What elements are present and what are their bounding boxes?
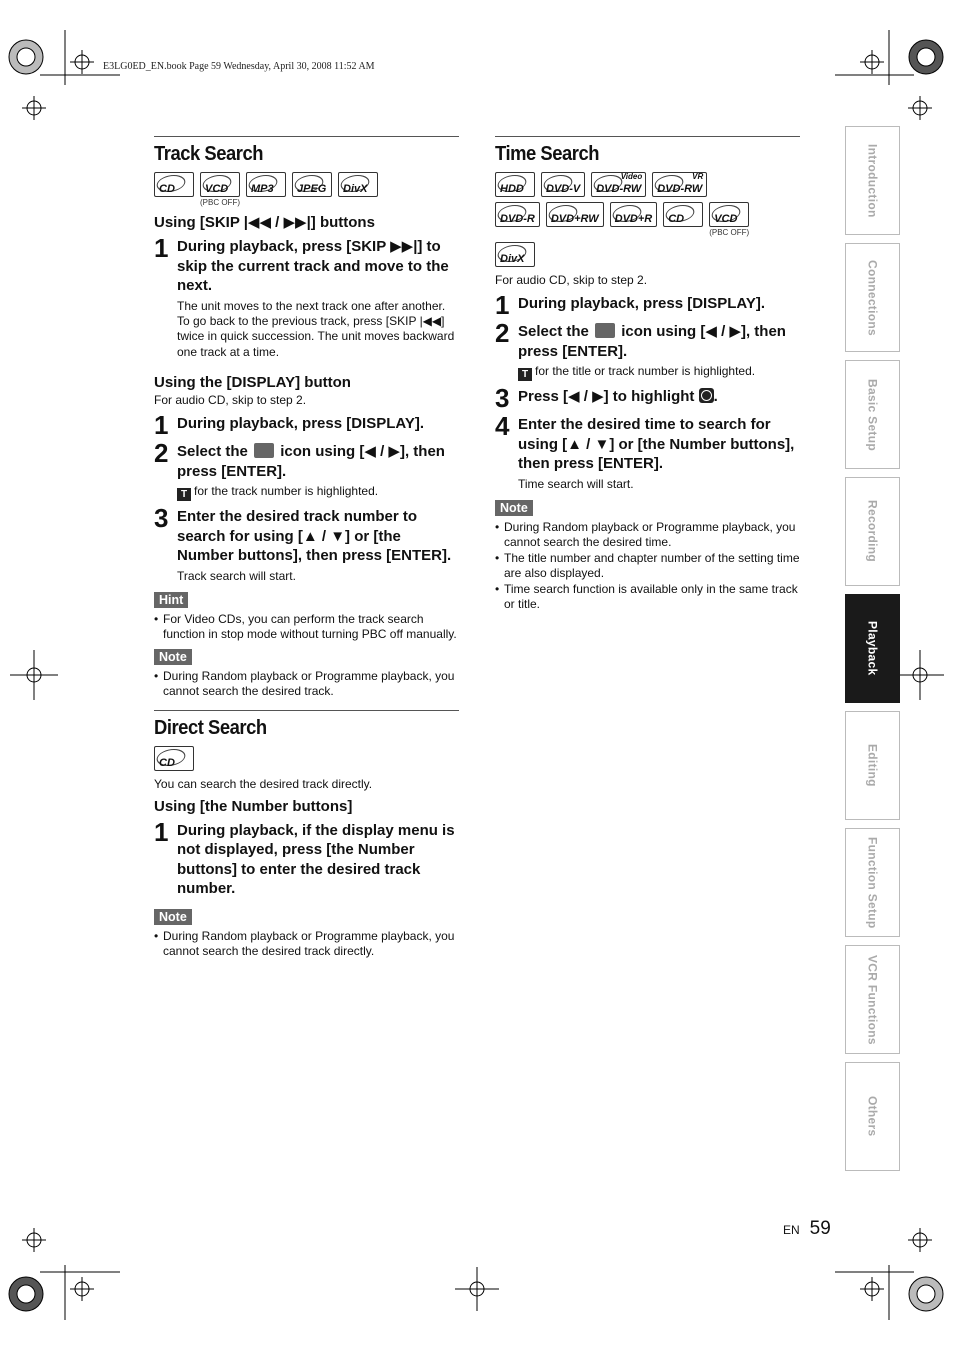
time-step-1: 1 During playback, press [DISPLAY].: [495, 290, 766, 320]
tab-recording[interactable]: Recording: [845, 477, 900, 586]
page-number: [783, 1218, 831, 1240]
language-code: EN: [783, 1223, 800, 1237]
number-buttons-heading: Using [the Number buttons]: [154, 797, 353, 815]
tab-basic-setup[interactable]: Basic Setup: [845, 360, 900, 469]
skip-step-1: 1 During playback, press [SKIP ▶▶|] to skip the current track and move to the next.: [154, 233, 449, 294]
disc-icon-mp3: MP3: [246, 172, 286, 207]
display-audio-note: For audio CD, skip to step 2.: [154, 393, 307, 408]
disc-icon-jpeg: JPEG: [292, 172, 332, 207]
display-step-1: 1 During playback, press [DISPLAY].: [154, 410, 425, 441]
disc-icon-dvd-v: DVD-V: [541, 172, 585, 197]
tab-introduction[interactable]: Introduction: [845, 126, 900, 235]
disc-icon-dvd-plus-r: DVD+R: [610, 202, 658, 237]
track-search-icon: [595, 323, 615, 338]
section-rule: [154, 136, 459, 137]
track-search-disc-icons: [154, 172, 459, 207]
tab-editing[interactable]: Editing: [845, 711, 900, 820]
disc-icon-dvd-plus-rw: DVD+RW: [546, 202, 604, 237]
time-step-4: 4 Enter the desired time to search for using [▲ / ▼] or [the Number buttons], then press [ENTER].: [495, 411, 795, 472]
disc-icon-cd: CD: [663, 202, 703, 237]
disc-icon-divx: DivX: [338, 172, 378, 207]
time-step-4-body: Time search will start.: [518, 476, 634, 491]
direct-search-disc-icons: [154, 746, 459, 771]
note-list: • During Random playback or Programme playback, you cannot search the desired track.: [154, 669, 459, 700]
display-step-2: 2 Select the icon using [◀ / ▶], then press [ENTER].: [154, 438, 445, 480]
time-audio-note: For audio CD, skip to step 2.: [495, 273, 648, 287]
tab-others[interactable]: Others: [845, 1062, 900, 1171]
note-item: • Time search function is available only in the same track or title.: [504, 582, 800, 613]
t-icon: T: [177, 488, 191, 501]
skip-heading: Using [SKIP |◀◀ / ▶▶|] buttons: [154, 214, 375, 231]
disc-icon-vcd: VCD (PBC OFF): [200, 172, 240, 207]
disc-icon-hdd: HDD: [495, 172, 535, 197]
disc-icon-divx: DivX: [495, 242, 535, 267]
chapter-tabs: [845, 126, 900, 1179]
right-column: [495, 136, 800, 612]
page-number-value: 59: [809, 1218, 831, 1239]
tab-function-setup[interactable]: Function Setup: [845, 828, 900, 937]
note-item: • The title number and chapter number of the setting time are also displayed.: [504, 551, 800, 582]
direct-intro: You can search the desired track directly.: [154, 776, 373, 791]
display-step-3-body: Track search will start.: [177, 568, 296, 583]
t-icon: T: [518, 368, 532, 381]
display-step-2-body: T for the track number is highlighted.: [177, 484, 459, 501]
disc-icon-dvd-rw-vr: VR DVD-RW: [652, 172, 707, 197]
section-rule: [154, 710, 459, 711]
section-rule: [495, 136, 800, 137]
track-search-title: Track Search: [154, 143, 264, 165]
display-step-3: 3 Enter the desired track number to search for using [▲ / ▼] or [the Number buttons], then press [ENTER].: [154, 503, 452, 565]
tab-connections[interactable]: Connections: [845, 243, 900, 352]
disc-icon-dvd-r: DVD-R: [495, 202, 540, 237]
disc-icon-cd: CD: [154, 172, 194, 207]
hint-badge: Hint: [154, 592, 188, 608]
time-search-disc-icons: [495, 172, 757, 267]
direct-step-1: 1 During playback, if the display menu is not displayed, press [the Number buttons] to enter the desired track number.: [154, 816, 455, 898]
display-heading: Using the [DISPLAY] button: [154, 374, 351, 392]
hint-list: • For Video CDs, you can perform the track search function in stop mode without turning PBC off manually.: [154, 612, 459, 643]
note-badge: Note: [154, 649, 192, 665]
time-step-3: 3 Press [◀ / ▶] to highlight .: [495, 383, 718, 413]
note-list: [495, 520, 800, 612]
time-search-title: Time Search: [495, 143, 600, 165]
tab-vcr-functions[interactable]: VCR Functions: [845, 945, 900, 1054]
note-list: • During Random playback or Programme playback, you cannot search the desired track directly.: [154, 929, 459, 960]
time-step-2-body: T for the title or track number is highlighted.: [518, 364, 800, 381]
time-step-2: 2 Select the icon using [◀ / ▶], then press [ENTER].: [495, 318, 786, 360]
skip-step-1-body: The unit moves to the next track one after another. To go back to the previous track, press [SKIP |◀◀] twice in quick succession. The unit moves backward one track at a time.: [177, 298, 455, 359]
left-column: [154, 136, 459, 959]
file-header: E3LG0ED_EN.book Page 59 Wednesday, April 30, 2008 11:52 AM: [103, 61, 375, 72]
track-search-icon: [254, 443, 274, 458]
clock-icon: [699, 388, 714, 403]
note-badge: Note: [154, 909, 192, 925]
disc-icon-dvd-rw-video: Video DVD-RW: [591, 172, 646, 197]
direct-search-title: Direct Search: [154, 716, 267, 739]
note-item: • During Random playback or Programme playback, you cannot search the desired time.: [504, 520, 800, 551]
note-badge: Note: [495, 500, 533, 516]
tab-playback[interactable]: Playback: [845, 594, 900, 703]
disc-icon-cd: CD: [154, 746, 194, 771]
disc-icon-vcd: VCD (PBC OFF): [709, 202, 749, 237]
